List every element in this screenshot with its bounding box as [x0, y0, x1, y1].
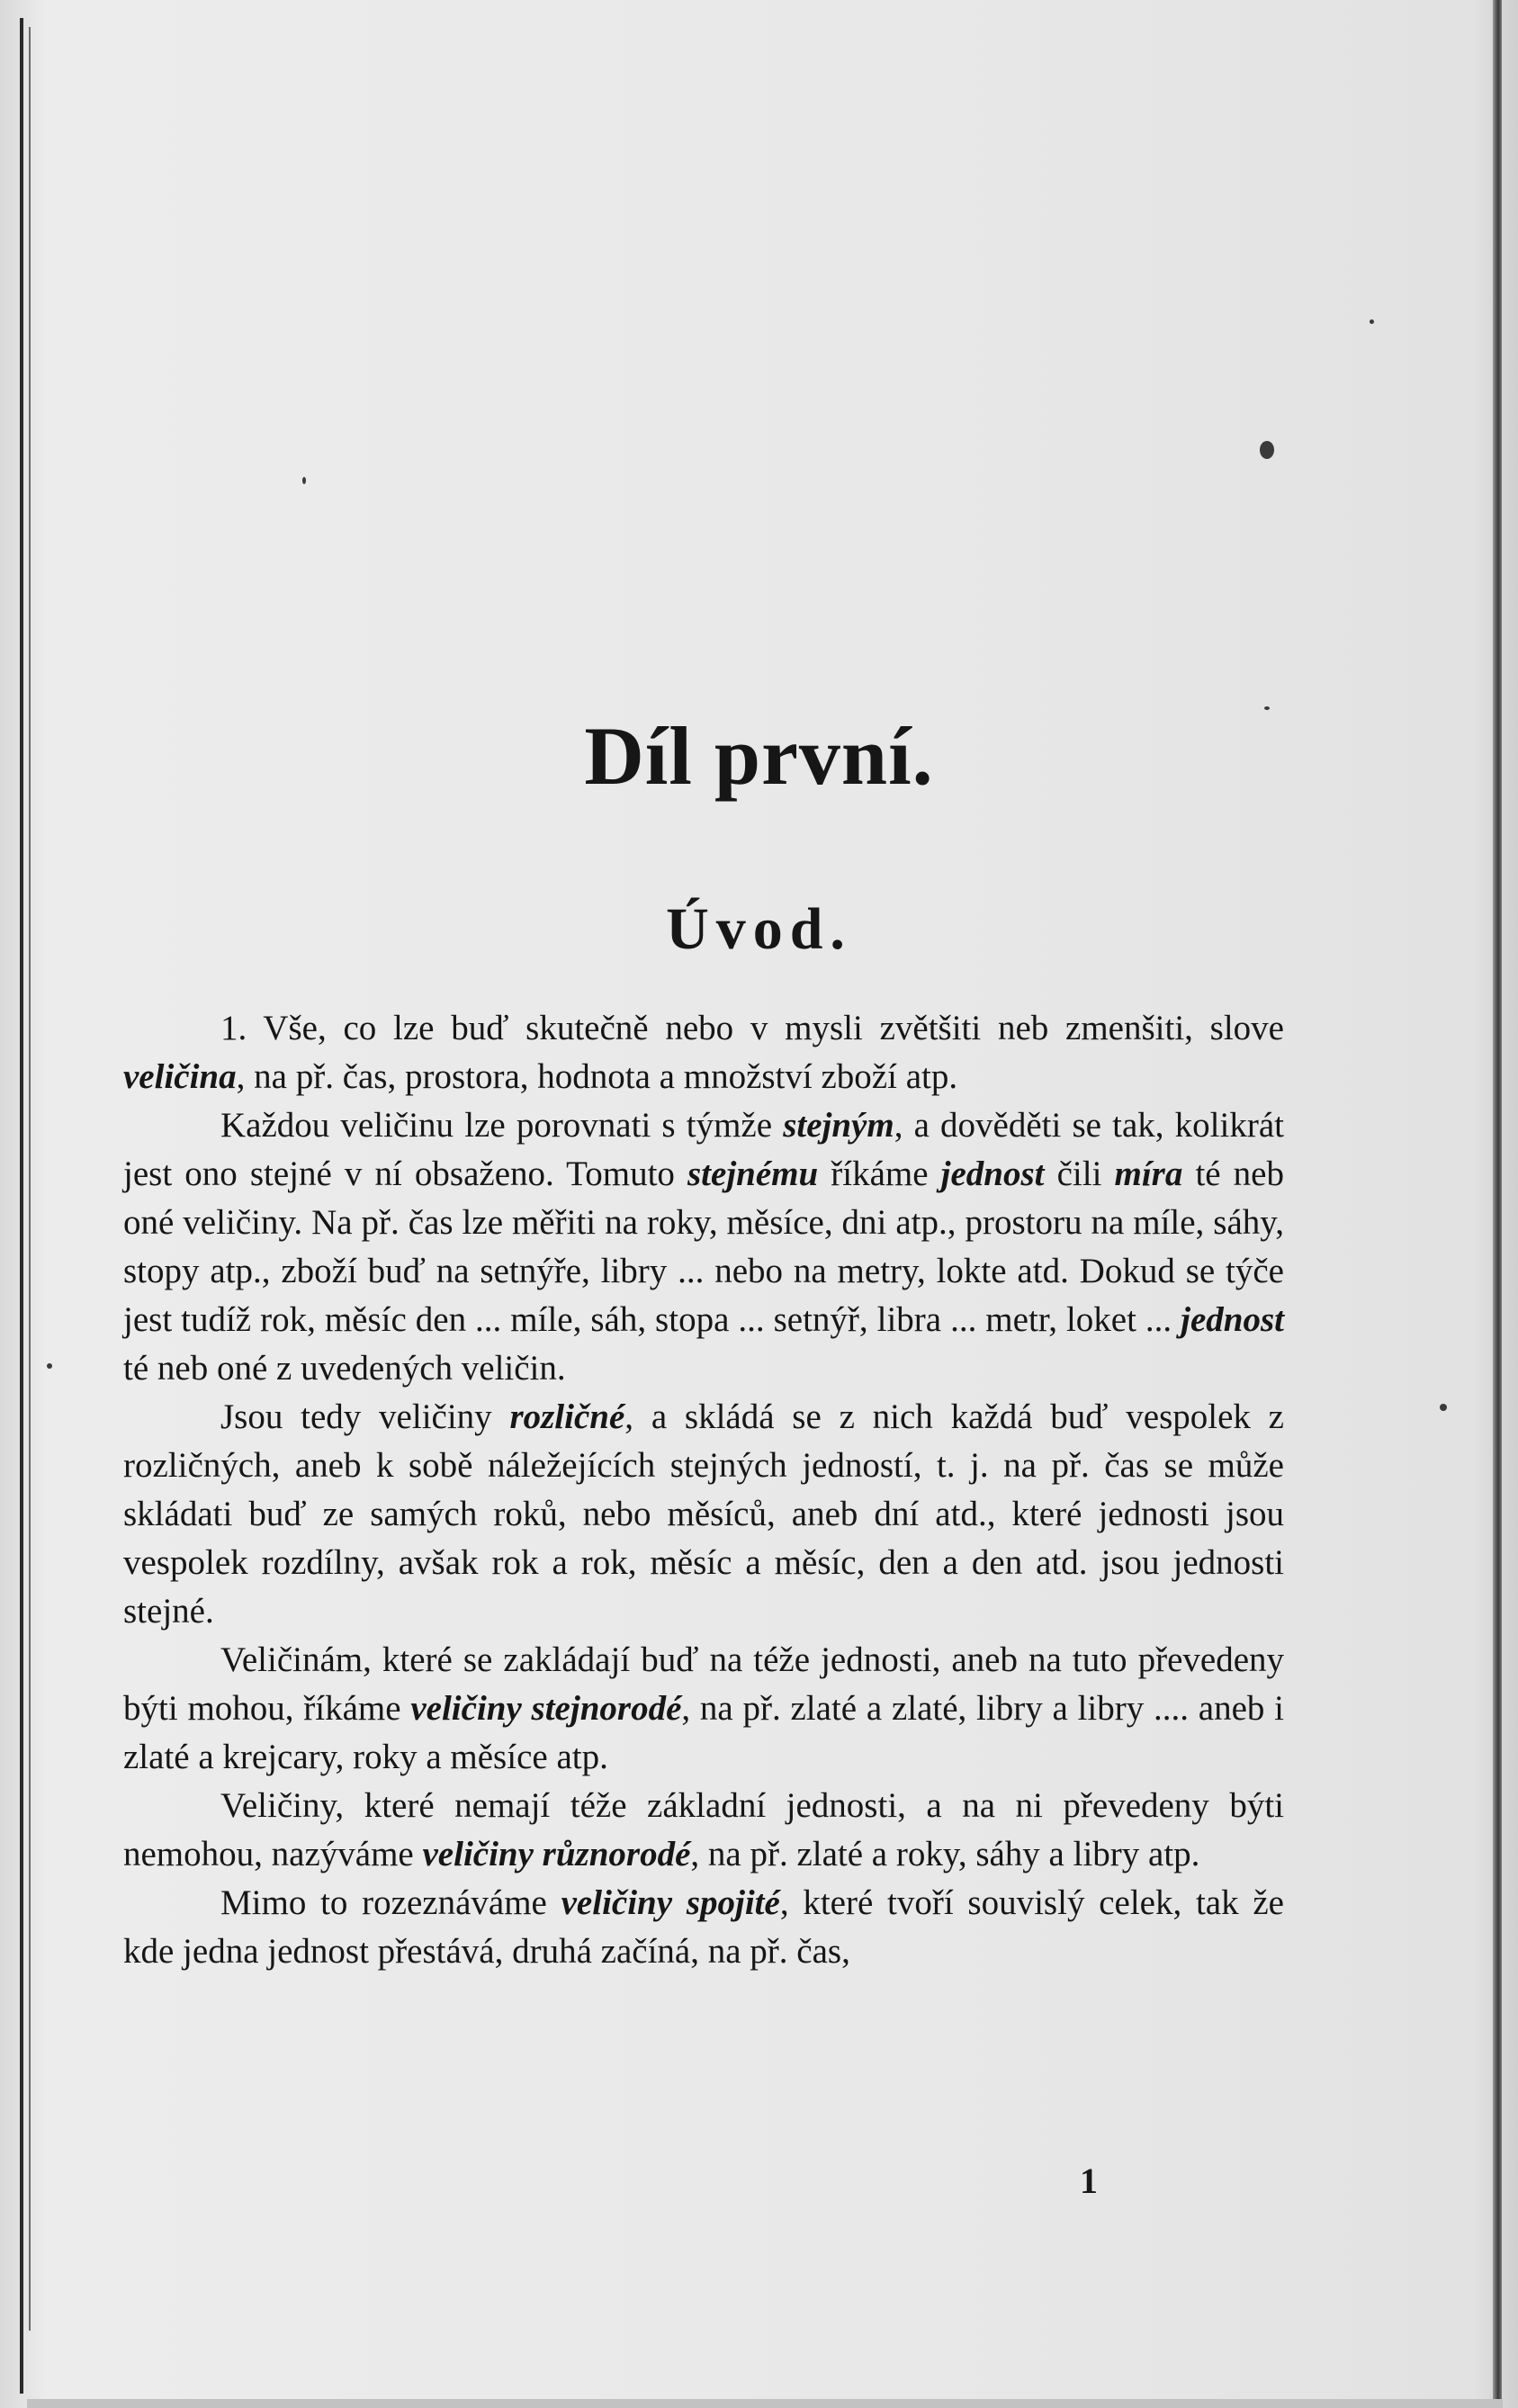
ink-speck	[1440, 1404, 1447, 1411]
text-run: , a skládá se z nich každá buď vespolek z rozličných, aneb k sobě náležejících stejných jedností, t. j. na př. čas se může skládati buď ze samých roků, nebo měsíců, aneb dní atd., které jednosti jsou vespolek rozdílny, avšak rok a rok, měsíc a měsíc, den a den atd. jsou jednosti stejné.	[123, 1397, 1284, 1631]
text-run: Jsou tedy veličiny	[220, 1397, 510, 1436]
emphasized-term: stejným	[783, 1106, 894, 1145]
text-run: té neb oné veličiny. Na př. čas lze měřiti na roky, měsíce, dni atp., prostoru na míle, sáhy, stopy atp., zboží buď na setnýře, libry ... nebo na metry, lokte atd. Dokud se týče jest tudíž rok, měsíc den ... míle, sáh, stopa ... setnýř, libra ... metr, loket ...	[123, 1155, 1284, 1339]
ink-speck	[1370, 319, 1374, 324]
text-run: , na př. zlaté a roky, sáhy a libry atp.	[690, 1835, 1200, 1873]
text-run: Veličinám, které se zakládají buď na téže jednosti, aneb na tuto převedeny býti mohou, říkáme	[123, 1640, 1284, 1728]
section-title: Úvod.	[666, 895, 852, 962]
page-number: 1	[1080, 2161, 1098, 2201]
chapter-title: Díl první.	[584, 709, 934, 802]
text-run: Každou veličinu lze porovnati s týmže	[220, 1106, 784, 1145]
text-run: , a dověděti se tak, kolikrát jest ono stejné v ní obsaženo. Tomuto	[123, 1106, 1284, 1193]
emphasized-term: veličiny stejnorodé	[410, 1689, 682, 1728]
ink-speck	[1260, 441, 1274, 459]
emphasized-term: stejnému	[687, 1155, 819, 1193]
text-run: 1. Vše, co lze buď skutečně nebo v mysli zvětšiti neb zmenšiti, slove	[220, 1009, 1284, 1047]
ink-speck	[47, 1363, 52, 1369]
emphasized-term: veličiny spojité	[561, 1883, 780, 1922]
page-binding-edge	[20, 18, 23, 2394]
emphasized-term: jednost	[940, 1155, 1045, 1193]
text-run: říkáme	[818, 1155, 941, 1193]
paragraph	[123, 1101, 1284, 1393]
emphasized-term: míra	[1114, 1155, 1183, 1193]
emphasized-term: jednost	[1181, 1300, 1284, 1339]
page-binding-shadow	[29, 27, 31, 2331]
page-bottom-edge	[27, 2399, 1503, 2408]
text-run: , které tvoří souvislý celek, tak že kde jedna jednost přestává, druhá začíná, na př. čas,	[123, 1883, 1284, 1971]
text-run: čili	[1044, 1155, 1115, 1193]
text-run: , na př. čas, prostora, hodnota a množství zboží atp.	[236, 1057, 958, 1096]
paragraph	[123, 1636, 1284, 1782]
body-text	[123, 1004, 1284, 1976]
emphasized-term: veličiny různorodé	[422, 1835, 691, 1873]
page-right-edge	[1493, 0, 1502, 2408]
paragraph	[123, 1393, 1284, 1636]
text-run: Veličiny, které nemají téže základní jednosti, a na ni převedeny býti nemohou, nazýváme	[123, 1786, 1284, 1873]
paragraph	[123, 1782, 1284, 1879]
text-run: , na př. zlaté a zlaté, libry a libry .... aneb i zlaté a krejcary, roky a měsíce atp.	[123, 1689, 1284, 1776]
paragraph	[123, 1879, 1284, 1976]
paragraph	[123, 1004, 1284, 1101]
emphasized-term: veličina	[123, 1057, 237, 1096]
text-run: Mimo to rozeznáváme	[220, 1883, 561, 1922]
emphasized-term: rozličné	[509, 1397, 625, 1436]
text-run: té neb oné z uvedených veličin.	[123, 1349, 566, 1388]
ink-speck	[302, 477, 306, 484]
